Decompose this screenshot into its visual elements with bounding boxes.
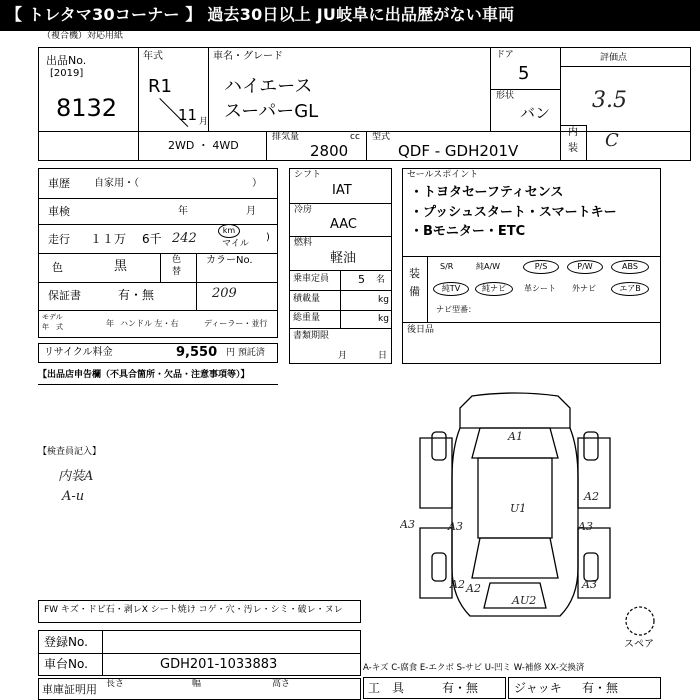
inspector-note-1: 内装A (58, 469, 94, 484)
mileage-label: 走行 (48, 233, 70, 246)
lot-number: 8132 (56, 94, 118, 122)
capacity-label: 乗車定員 (293, 274, 330, 284)
shape-label: 形状 (496, 91, 515, 101)
inspection-year-unit: 年 (178, 206, 188, 217)
recycle-unit: 円 預託済 (226, 348, 265, 358)
tools-value: 有・無 (442, 681, 479, 695)
spare-label: スペア (624, 639, 654, 650)
mileage-value: １１万 (90, 232, 127, 246)
damage-mark-a3-right: A3 (578, 520, 593, 533)
gross-label: 総重量 (293, 313, 321, 323)
color-value: 黒 (114, 259, 128, 274)
model-row-label-2: 年 式 (42, 323, 63, 331)
equip-abs: ABS (611, 260, 649, 274)
type-code-label: 型式 (372, 132, 391, 142)
lot-label: 出品No. (46, 54, 87, 67)
color-change-2: 替 (172, 267, 182, 277)
damage-mark-a2-right: A2 (584, 490, 599, 503)
model-row-handle: ハンドル 左・右 (120, 319, 179, 328)
shift-value: IAT (332, 183, 352, 198)
displacement-value: 2800 (310, 142, 349, 160)
capacity-unit: 名 (376, 275, 386, 285)
seller-notes-label: 【出品店申告欄（不具合箇所・欠品・注意事項等）】 (38, 370, 250, 380)
shift-label: シフト (294, 170, 322, 180)
damage-mark-a1: A1 (508, 430, 523, 443)
sales-point-3: ・Bモニター・ETC (410, 224, 526, 239)
fuel-label: 燃料 (294, 238, 313, 248)
equip-tv: 純TV (433, 282, 469, 296)
sales-point-1: ・トヨタセーフティセンス (410, 185, 564, 200)
form-subnote: （複合機）対応用紙 (42, 31, 124, 41)
history-label: 車歴 (48, 177, 70, 190)
mileage-handwritten: 242 (172, 231, 197, 246)
history-value: 自家用・（ (94, 178, 139, 189)
sales-points-label: セールスポイント (407, 170, 479, 180)
type-code-value: QDF - GDH201V (398, 142, 519, 160)
equip-ps: P/S (523, 260, 559, 274)
aircon-label: 冷房 (294, 205, 313, 215)
equip-sr: S/R (440, 262, 454, 271)
color-no-label: カラーNo. (206, 255, 253, 266)
drive-type: 2WD ・ 4WD (168, 139, 239, 152)
km-circle: km (218, 224, 240, 238)
interior-grade: C (605, 130, 619, 151)
sales-point-2: ・プッシュスタート・スマートキー (410, 205, 617, 220)
header-banner-text: 【 トレタマ30コーナー 】 過去30日以上 JU岐阜に出品歴がない車両 (6, 5, 515, 24)
model-row-dealer: ディーラー・並行 (204, 319, 268, 328)
certificate-height: 高さ (272, 679, 291, 689)
gross-unit: kg (378, 314, 389, 324)
displacement-label: 排気量 (272, 132, 300, 142)
chassis-value: GDH201-1033883 (160, 657, 278, 672)
damage-mark-au2: AU2 (512, 594, 537, 607)
equipment-label-2: 備 (409, 285, 420, 298)
car-damage-diagram (400, 388, 630, 628)
model-row-label-1: モデル (42, 313, 63, 321)
inspector-label: 【検査員記入】 (38, 447, 102, 457)
load-label: 積載量 (293, 294, 321, 304)
registration-label: 登録No. (44, 635, 88, 649)
inspection-label: 車検 (48, 205, 70, 218)
damage-mark-u1: U1 (510, 502, 527, 515)
warranty-value: 有・無 (118, 288, 155, 302)
rating-label: 評価点 (600, 53, 628, 63)
interior-label-1: 内 (568, 127, 578, 138)
model-year-month: 11 (178, 106, 198, 124)
doors-label: ドア (496, 50, 514, 60)
jack-value: 有・無 (582, 681, 619, 695)
damage-mark-a3-left-outer: A3 (400, 518, 415, 531)
inspector-note-2: A-u (62, 489, 85, 504)
fuel-value: 軽油 (330, 251, 357, 266)
shape-value: バン (520, 104, 551, 122)
equipment-label-1: 装 (409, 267, 420, 280)
spare-tire-icon (618, 604, 662, 638)
equip-navi: 純ナビ (475, 282, 513, 296)
damage-mark-a3-left: A3 (448, 520, 463, 533)
certificate-label: 車庫証明用 (42, 683, 97, 696)
mileage-thousand: 6千 (142, 232, 162, 246)
equip-ext-navi: 外ナビ (572, 284, 596, 293)
color-change-1: 色 (172, 255, 182, 265)
mile-label: マイル (222, 239, 249, 249)
interior-label-2: 装 (568, 143, 578, 154)
load-unit: kg (378, 295, 389, 305)
rating-score: 3.5 (592, 88, 627, 113)
model-year-label: 年式 (143, 51, 163, 62)
certificate-length: 長さ (106, 679, 125, 689)
car-grade: スーパーGL (224, 101, 319, 122)
history-close: ） (252, 178, 262, 189)
expiry-day: 日 (378, 351, 388, 361)
post-notes-label: 後日品 (407, 325, 435, 335)
damage-mark-a2-rear-left: A2 (450, 578, 465, 591)
color-label: 色 (52, 261, 63, 274)
recycle-label: リサイクル料金 (44, 347, 113, 358)
damage-mark-a3-rear-right: A3 (582, 578, 597, 591)
chassis-label: 車台No. (44, 657, 88, 671)
capacity-value: 5 (358, 273, 365, 286)
mileage-close: ) (266, 232, 270, 243)
expiry-label: 書類期限 (293, 331, 330, 341)
equip-leather: 革シート (524, 284, 556, 293)
aircon-value: AAC (330, 217, 357, 232)
model-year-month-unit: 月 (199, 117, 209, 127)
jack-label: ジャッキ (514, 681, 562, 695)
certificate-width: 幅 (192, 679, 202, 689)
damage-mark-a2-bottom: A2 (466, 582, 481, 595)
fw-row-text: FW キズ・ドビ石・剥レX シート焼け コゲ・穴・汚レ・シミ・破レ・ヌレ (44, 605, 343, 615)
car-name: ハイエース (224, 76, 313, 97)
color-no-value: 209 (212, 286, 237, 301)
displacement-unit: cc (350, 132, 360, 142)
equip-airbag: エアB (611, 282, 649, 296)
model-year-era: R1 (148, 76, 172, 97)
navi-model-label: ナビ型番： (436, 305, 476, 314)
car-label: 車名・グレード (213, 51, 283, 62)
tools-label: 工 具 (368, 681, 405, 695)
lot-year-stamp: [2019] (50, 68, 84, 79)
damage-legend: A-キズ C-腐食 E-エクボ S-サビ U-凹ミ W-補修 XX-交換済 (363, 663, 585, 673)
doors-value: 5 (518, 63, 530, 84)
expiry-month: 月 (338, 351, 348, 361)
inspection-month-unit: 月 (246, 206, 256, 217)
warranty-label: 保証書 (48, 289, 81, 302)
model-row-year: 年 (106, 319, 114, 328)
equip-pw: P/W (567, 260, 603, 274)
equip-aw: 純A/W (476, 262, 501, 271)
recycle-value: 9,550 (176, 345, 218, 360)
